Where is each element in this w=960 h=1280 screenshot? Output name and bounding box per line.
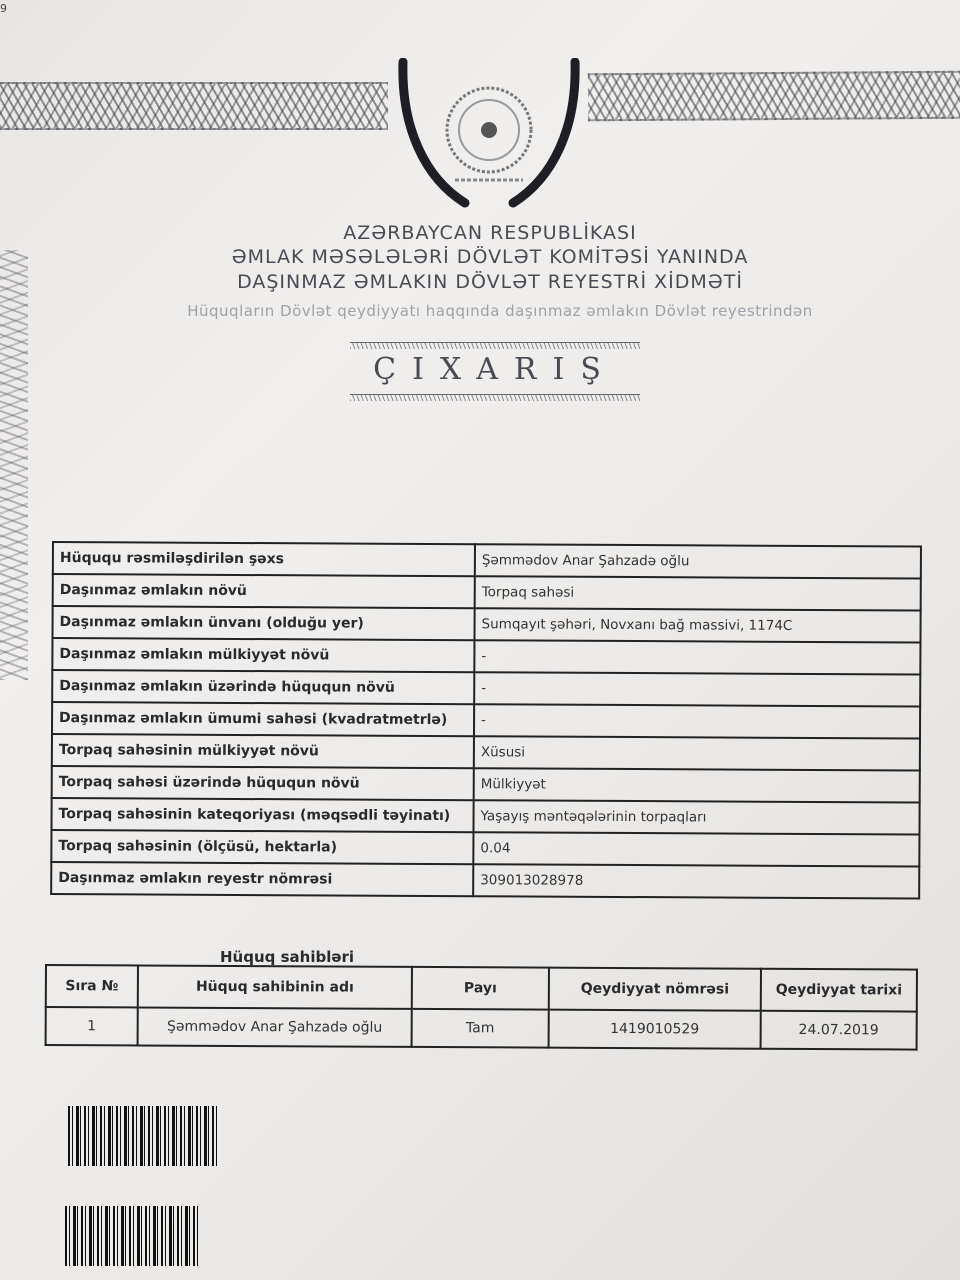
row-label: Torpaq sahəsinin mülkiyyət növü xyxy=(52,734,474,768)
column-header: Sıra № xyxy=(46,965,138,1007)
owners-caption: Hüquq sahibləri xyxy=(220,948,355,966)
table-row xyxy=(52,670,920,707)
page-number: 9 xyxy=(0,2,7,15)
document-title: ÇIXARIŞ xyxy=(373,352,617,387)
row-label: Torpaq sahəsinin (ölçüsü, hektarla) xyxy=(51,830,473,864)
row-label: Daşınmaz əmlakın növü xyxy=(53,574,475,608)
row-label: Daşınmaz əmlakın ünvanı (olduğu yer) xyxy=(52,606,474,640)
table-row xyxy=(52,734,920,771)
table-row xyxy=(52,638,920,675)
column-header: Hüquq sahibinin adı xyxy=(138,965,412,1008)
table-row xyxy=(52,606,920,643)
owners-table xyxy=(45,964,918,1051)
table-cell: 1 xyxy=(46,1007,138,1045)
header-ornament-right xyxy=(588,71,960,122)
row-label: Daşınmaz əmlakın mülkiyyət növü xyxy=(52,638,474,672)
row-label: Daşınmaz əmlakın reyestr nömrəsi xyxy=(51,862,473,896)
row-value: Xüsusi xyxy=(474,736,920,770)
barcode xyxy=(68,1106,218,1166)
row-value: - xyxy=(474,672,920,706)
row-label: Daşınmaz əmlakın üzərində hüququn növü xyxy=(52,670,474,704)
row-label: Torpaq sahəsi üzərində hüququn növü xyxy=(52,766,474,800)
table-cell: 1419010529 xyxy=(549,1010,761,1049)
table-row xyxy=(51,798,919,835)
row-value: 0.04 xyxy=(473,832,919,866)
row-value: Sumqayıt şəhəri, Novxanı bağ massivi, 1174C xyxy=(474,608,920,642)
header-line-2: ƏMLAK MƏSƏLƏLƏRİ DÖVLƏT KOMİTƏSİ YANINDA xyxy=(231,246,749,268)
column-header: Qeydiyyat tarixi xyxy=(761,969,917,1012)
column-header: Qeydiyyat nömrəsi xyxy=(549,968,761,1011)
row-label: Hüququ rəsmiləşdirilən şəxs xyxy=(53,542,475,576)
table-header-row xyxy=(46,965,917,1012)
column-header: Payı xyxy=(412,967,549,1010)
row-value: Yaşayış məntəqələrinin torpaqları xyxy=(473,800,919,834)
title-rule-top xyxy=(350,342,640,349)
row-value: Şəmmədov Anar Şahzadə oğlu xyxy=(475,544,921,578)
table-cell: 24.07.2019 xyxy=(761,1011,917,1050)
header-ornament-left xyxy=(0,82,388,130)
row-label: Torpaq sahəsinin kateqoriyası (məqsədli təyinatı) xyxy=(51,798,473,832)
table-row xyxy=(53,574,921,611)
document-subtitle: Hüquqların Dövlət qeydiyyatı haqqında daşınmaz əmlakın Dövlət reyestrindən xyxy=(187,302,813,320)
row-value: - xyxy=(474,704,920,738)
title-rule-bottom xyxy=(350,394,640,401)
table-row xyxy=(53,542,921,579)
property-info-table xyxy=(50,541,922,900)
table-row xyxy=(51,862,919,899)
row-value: Mülkiyyət xyxy=(474,768,920,802)
table-cell: Şəmmədov Anar Şahzadə oğlu xyxy=(138,1007,412,1046)
table-row xyxy=(51,830,919,867)
table-row xyxy=(52,702,920,739)
row-value: 309013028978 xyxy=(473,864,919,898)
table-row xyxy=(52,766,920,803)
row-value: - xyxy=(474,640,920,674)
header-line-3: DAŞINMAZ ƏMLAKIN DÖVLƏT REYESTRİ XİDMƏTİ xyxy=(237,271,743,293)
row-value: Torpaq sahəsi xyxy=(475,576,921,610)
barcode xyxy=(65,1206,199,1266)
table-row xyxy=(46,1007,917,1050)
table-cell: Tam xyxy=(412,1009,549,1048)
left-border-ornament xyxy=(0,250,28,680)
state-emblem xyxy=(395,58,583,208)
row-label: Daşınmaz əmlakın ümumi sahəsi (kvadratmetrlə) xyxy=(52,702,474,736)
header-line-1: AZƏRBAYCAN RESPUBLİKASI xyxy=(343,222,637,244)
